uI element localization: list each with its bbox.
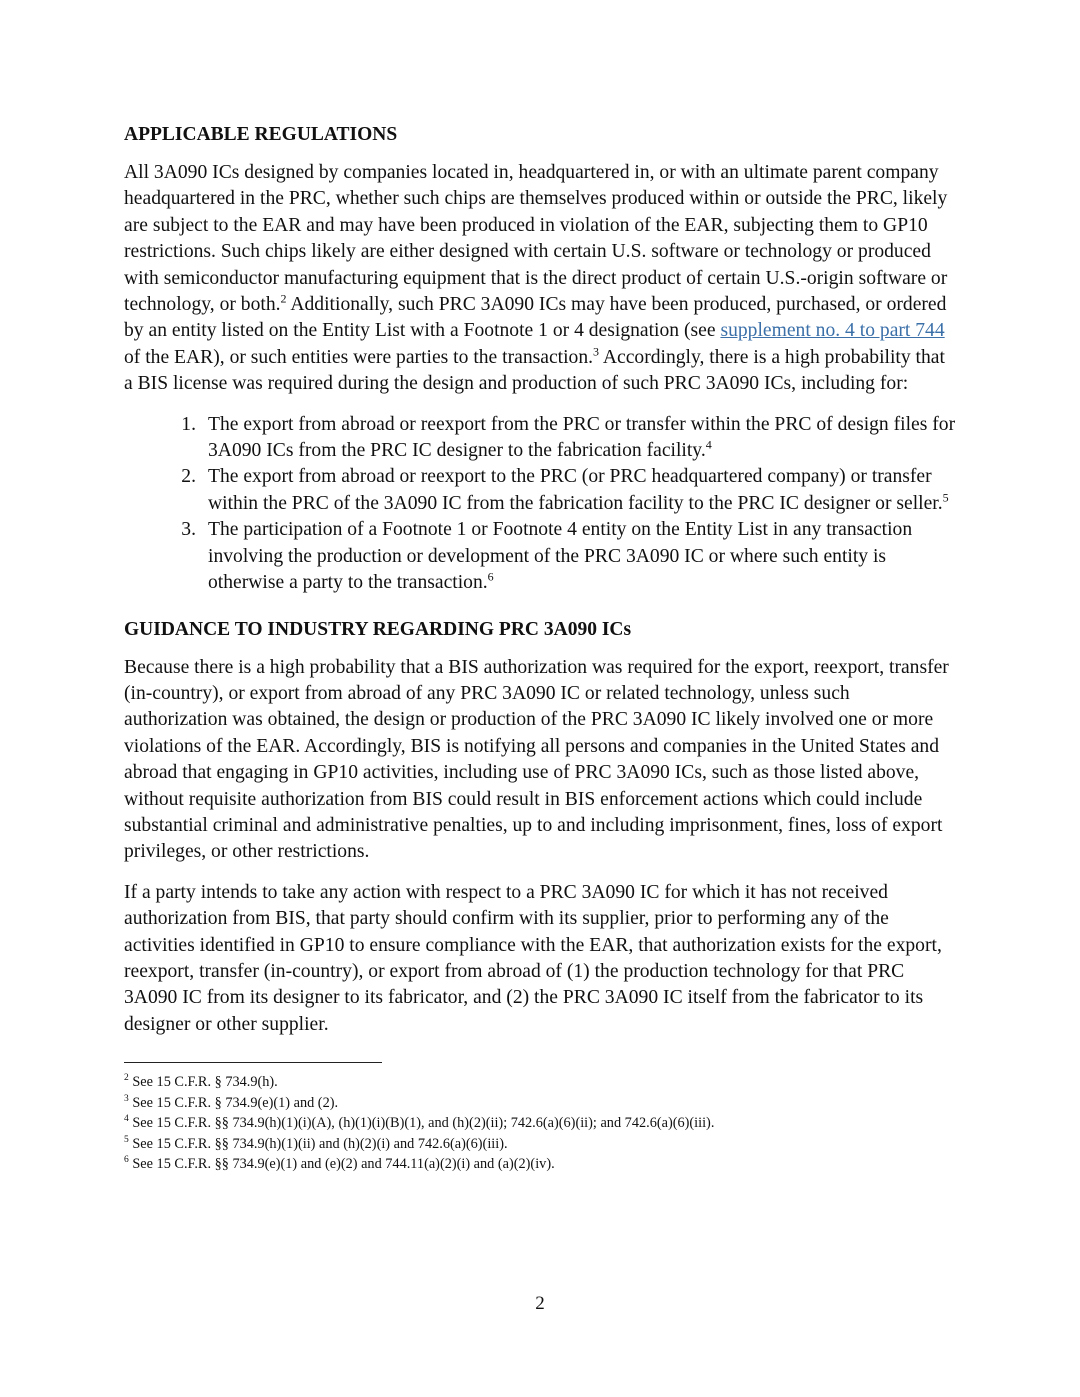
footnote-number: 2 — [124, 1073, 129, 1084]
footnote-text: See 15 C.F.R. §§ 734.9(h)(1)(i)(A), (h)(1)(i)(B)(1), and (h)(2)(ii); 742.6(a)(6)(ii); and 742.6(a)(6)(iii). — [132, 1115, 715, 1132]
paragraph-applicable-regulations — [124, 160, 956, 398]
footnote — [124, 1072, 956, 1093]
footnote-text: See 15 C.F.R. § 734.9(h). — [132, 1074, 278, 1091]
list-item — [124, 464, 956, 517]
paragraph-text: Additionally, such PRC 3A090 ICs may have been produced, purchased, or ordered by an entity listed on the Entity List with a Footnote 1 or 4 designation (see — [124, 294, 947, 342]
paragraph-text: Accordingly, there is a high probability that a BIS license was required during the design and production of such PRC 3A090 ICs, including for: — [124, 346, 945, 395]
footnote-ref: 4 — [705, 437, 712, 452]
list-item — [124, 412, 956, 465]
supplement-link[interactable]: supplement no. 4 to part 744 — [720, 320, 945, 342]
list-text-content: The export from abroad or reexport to the PRC (or PRC headquartered company) or transfer within the PRC of the 3A090 IC from the fabrication facility to the PRC IC designer or seller. — [208, 466, 943, 514]
footnote — [124, 1154, 956, 1175]
footnote-text: See 15 C.F.R. § 734.9(e)(1) and (2). — [132, 1094, 339, 1111]
list-number: 3. — [181, 519, 196, 541]
footnote-ref: 3 — [593, 344, 600, 359]
footnote-number: 3 — [124, 1093, 129, 1104]
page-number: 2 — [535, 1293, 545, 1314]
list-item — [124, 517, 956, 596]
footnote-ref: 5 — [942, 490, 949, 505]
list-text — [208, 517, 956, 596]
footnote-number: 5 — [124, 1134, 129, 1145]
paragraph-guidance-2: If a party intends to take any action with respect to a PRC 3A090 IC for which it has not received authorization from BIS, that party should confirm with its supplier, prior to performing any of the activities identified in GP10 to ensure compliance with the EAR, that authorization exists for the export, reexport, transfer (in-country), or export from abroad of (1) the production technology for that PRC 3A090 IC from its designer to its fabricator, and (2) the PRC 3A090 IC itself from the fabricator to its designer or other supplier. — [124, 881, 942, 1035]
footnote-text: See 15 C.F.R. §§ 734.9(e)(1) and (e)(2) and 744.11(a)(2)(i) and (a)(2)(iv). — [132, 1156, 555, 1173]
paragraph-text: of the EAR), or such entities were parties to the transaction. — [124, 346, 594, 368]
footnote-number: 4 — [124, 1114, 129, 1125]
footnote — [124, 1093, 956, 1114]
footnote-ref: 6 — [487, 569, 494, 584]
paragraph-guidance-1: Because there is a high probability that a BIS authorization was required for the export, reexport, transfer (in-country), or export from abroad of any PRC 3A090 IC or related technology, unless such authorization was obtained, the design or production of the PRC 3A090 IC likely involved one or more violations of the EAR. Accordingly, BIS is notifying all persons and companies in the United States and abroad that engaging in GP10 activities, including use of PRC 3A090 ICs, such as those listed above, without requisite authorization from BIS could result in BIS enforcement actions which could include substantial criminal and administrative penalties, up to and including imprisonment, fines, loss of export privileges, or other restrictions. — [124, 656, 949, 863]
license-requirements-list — [124, 412, 956, 597]
list-number: 1. — [181, 413, 196, 435]
section-heading-guidance: GUIDANCE TO INDUSTRY REGARDING PRC 3A090 ICs — [124, 618, 632, 640]
list-text-content: The participation of a Footnote 1 or Footnote 4 entity on the Entity List in any transaction involving the production or development of the PRC 3A090 IC or where such entity is otherwise a party to the transaction. — [208, 519, 913, 594]
footnotes — [124, 1072, 956, 1175]
footnote-ref: 2 — [280, 291, 287, 306]
footnote — [124, 1113, 956, 1134]
list-number: 2. — [181, 466, 196, 488]
footnote — [124, 1134, 956, 1155]
paragraph-text: All 3A090 ICs designed by companies located in, headquartered in, or with an ultimate parent company headquartered in the PRC, whether such chips are themselves produced within or outside the PRC, likely are subject to the EAR and may have been produced in violation of the EAR, subjecting them to GP10 restrictions. Such chips likely are either designed with certain U.S. software or technology or produced with semiconductor manufacturing equipment that is the direct product of certain U.S.-origin software or technology, or both. — [124, 162, 948, 316]
list-text-content: The export from abroad or reexport from the PRC or transfer within the PRC of design files for 3A090 ICs from the PRC IC designer to the fabrication facility. — [208, 413, 956, 462]
footnote-number: 6 — [124, 1155, 129, 1166]
footnote-divider — [124, 1062, 382, 1063]
list-text — [208, 464, 956, 517]
footnote-text: See 15 C.F.R. §§ 734.9(h)(1)(ii) and (h)(2)(i) and 742.6(a)(6)(iii). — [132, 1135, 508, 1152]
list-text — [208, 412, 956, 465]
section-heading-applicable-regulations: APPLICABLE REGULATIONS — [124, 124, 398, 145]
